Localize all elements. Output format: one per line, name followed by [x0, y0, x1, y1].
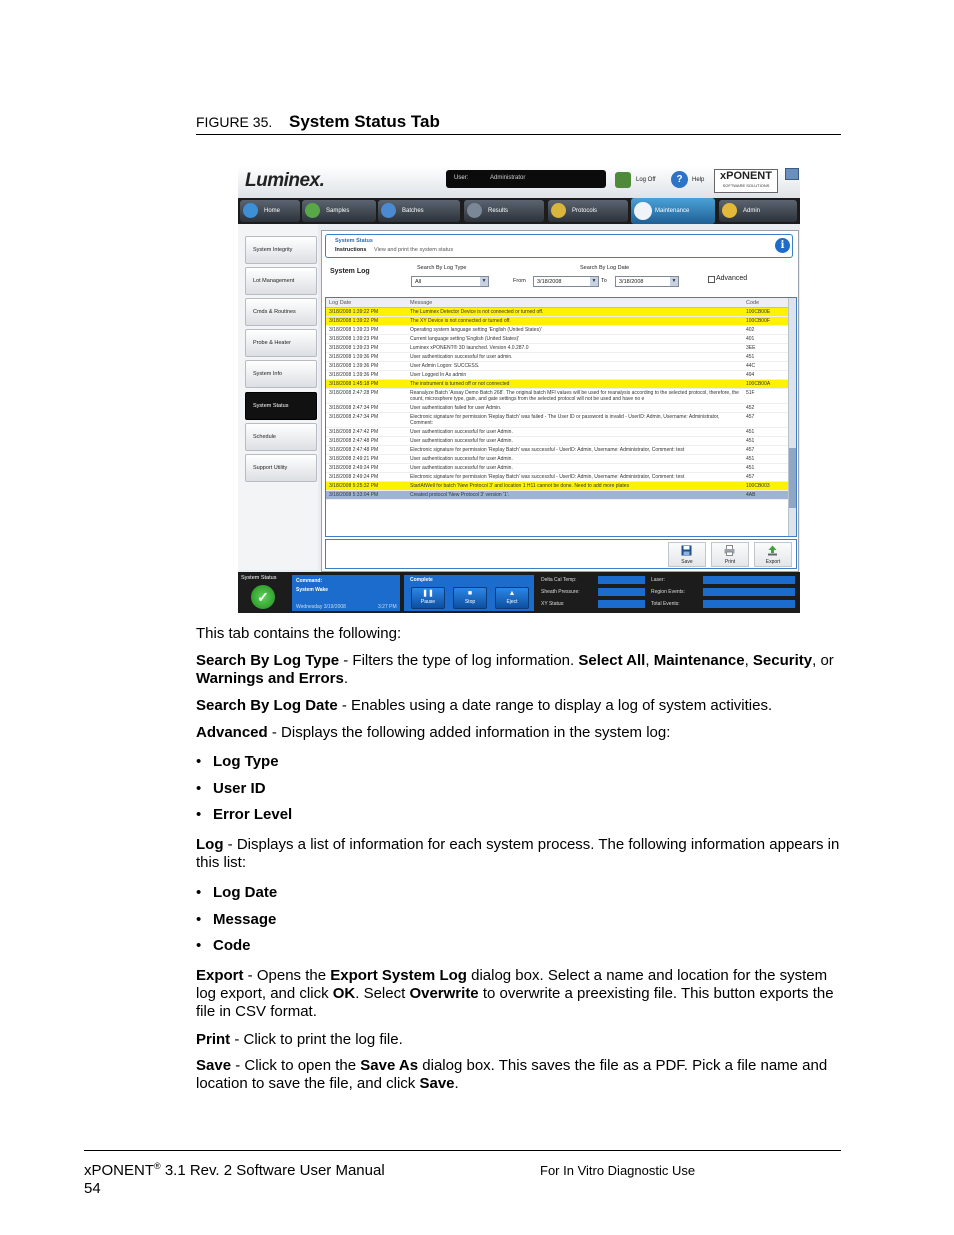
registered-mark: ® [154, 1161, 161, 1171]
sidebar-item-label: System Status [253, 403, 289, 409]
tab-batches[interactable] [378, 200, 460, 222]
results-icon [467, 203, 482, 218]
stop-button[interactable] [453, 587, 487, 609]
footer-divider [84, 1150, 841, 1151]
log-date-cell: 3/18/2008 2:47:42 PM [329, 429, 379, 435]
message-cell: User authentication successful for user Admin. [410, 429, 513, 435]
message-cell: User Admin Logon: SUCCESS. [410, 363, 480, 369]
table-row[interactable] [326, 362, 788, 371]
message-cell: The instrument is turned off or not connected [410, 381, 510, 387]
log-date-cell: 3/18/2008 2:49:24 PM [329, 465, 379, 471]
table-row[interactable] [326, 389, 788, 404]
message-cell: Reanalyze Batch 'Assay Demo Batch 268'. The original batch MFI values will be used for reanalysis according to the selected protocol, therefore, the count, microsphere type, gain, and gate settings from the selected protocol will not be used and have no e [410, 390, 739, 402]
instructions-label: Instructions [335, 247, 367, 253]
message-cell: Operating system language setting 'English (United States)' [410, 327, 542, 333]
reading-label: Total Events: [651, 601, 680, 607]
table-row[interactable] [326, 491, 788, 500]
table-row[interactable] [326, 308, 788, 317]
eject-button[interactable] [495, 587, 529, 609]
code-cell: 402 [746, 327, 755, 333]
text: - Opens the [243, 967, 331, 984]
table-row[interactable] [326, 404, 788, 413]
tab-protocols[interactable] [548, 200, 628, 222]
instructions-text: View and print the system status [374, 247, 454, 253]
table-row[interactable] [326, 464, 788, 473]
save-label: Save [681, 559, 693, 565]
sidebar-item-label: System Integrity [253, 247, 293, 253]
message-cell: User authentication successful for user Admin. [410, 465, 513, 471]
text: . [343, 670, 348, 687]
table-row[interactable] [326, 317, 788, 326]
log-date-label: Search By Log Date [580, 265, 630, 271]
sidebar-item-system-integrity[interactable] [245, 236, 317, 264]
help-button[interactable]: Help [692, 177, 705, 183]
code-cell: 451 [746, 429, 755, 435]
log-date-cell: 3/18/2008 1:39:23 PM [329, 345, 379, 351]
table-row[interactable] [326, 482, 788, 491]
log-date-cell: 3/18/2008 2:49:21 PM [329, 456, 379, 462]
code-cell: 451 [746, 438, 755, 444]
column-header-log-date[interactable]: Log Date [329, 300, 352, 306]
code-cell: 100CB003 [746, 483, 770, 489]
stop-label: Stop [464, 599, 476, 605]
list-item-text: Log Type [213, 753, 279, 770]
status-date: Wednesday 3/19/2008 [296, 604, 346, 610]
text: to overwrite a preexisting file. This button exports the file in CSV format. [196, 985, 834, 1020]
log-date-cell: 3/18/2008 1:39:22 PM [329, 318, 379, 324]
command-value: System Wake [296, 587, 329, 593]
print-label: Print [724, 559, 736, 565]
export-button[interactable] [754, 542, 792, 567]
log-table [325, 297, 797, 537]
log-table-header [326, 298, 788, 308]
table-row[interactable] [326, 446, 788, 455]
reading-value-bar [703, 600, 795, 608]
print-description [196, 1031, 841, 1049]
advanced-description [196, 724, 841, 742]
sidebar-item-label: Probe & Heater [253, 340, 291, 346]
status-ok-icon[interactable]: ✓ [251, 585, 275, 609]
log-date-cell: 3/18/2008 1:39:22 PM [329, 309, 379, 315]
code-cell: 4AB [746, 492, 756, 498]
code-cell: 100CB00F [746, 318, 770, 324]
tab-label: Maintenance [655, 208, 690, 214]
from-date-picker[interactable] [533, 276, 599, 287]
intro-text: This tab contains the following: [196, 625, 402, 642]
log-type-select[interactable] [411, 276, 489, 287]
term: Advanced [196, 724, 268, 741]
admin-icon [722, 203, 737, 218]
message-cell: StartAtWell for batch 'New Protocol 3' and location 1 H11 cannot be done. Need to add more plates [410, 483, 630, 489]
reading-label: Delta Cal Temp: [541, 577, 577, 583]
log-date-cell: 3/18/2008 2:47:34 PM [329, 405, 379, 411]
search-by-log-date-description [196, 697, 841, 715]
list-item: • User ID [196, 780, 266, 797]
to-label: To [601, 278, 607, 284]
sidebar-item-lot-management[interactable] [245, 267, 317, 295]
list-item-text: User ID [213, 780, 266, 797]
page-number: 54 [84, 1180, 101, 1197]
progress-panel [404, 575, 534, 611]
message-cell: User authentication successful for user Admin. [410, 456, 513, 462]
advanced-checkbox[interactable] [708, 276, 715, 283]
eject-icon: ▲ [508, 590, 516, 597]
sidebar-item-system-info[interactable] [245, 360, 317, 388]
log-date-cell: 3/18/2008 1:39:23 PM [329, 327, 379, 333]
text: xPONENT [84, 1162, 155, 1179]
list-item: • Error Level [196, 806, 293, 823]
chevron-down-icon: ▼ [591, 278, 597, 284]
scroll-thumb[interactable] [789, 448, 796, 508]
list-item-text: Error Level [213, 806, 293, 823]
text: - Enables using a date range to display a log of system activities. [337, 697, 773, 714]
text: 3.1 Rev. 2 Software User Manual [160, 1162, 385, 1179]
save-description [196, 1057, 841, 1093]
sidebar-item-cmds-routines[interactable] [245, 298, 317, 326]
print-icon [724, 545, 735, 556]
term: Print [196, 1031, 231, 1048]
log-date-cell: 3/18/2008 5:25:32 PM [329, 483, 379, 489]
term: Search By Log Type [196, 652, 340, 669]
tab-label: Home [264, 208, 281, 214]
sidebar-item-support-utility[interactable] [245, 454, 317, 482]
table-row[interactable] [326, 413, 788, 428]
table-row[interactable] [326, 380, 788, 389]
tab-maintenance[interactable] [631, 198, 715, 224]
term: Log [196, 836, 224, 853]
code-cell: 457 [746, 447, 755, 453]
text: , [744, 652, 753, 669]
term: Save [196, 1057, 232, 1074]
code-cell: 494 [746, 372, 755, 378]
sidebar-item-probe-heater[interactable] [245, 329, 317, 357]
code-cell: 451 [746, 456, 755, 462]
text: . [454, 1075, 459, 1092]
log-date-cell: 3/18/2008 2:49:24 PM [329, 474, 379, 480]
text: - Displays a list of information for each system process. The following information appears in this list: [196, 836, 840, 871]
xponent-logo-word: xPONENT [720, 170, 772, 182]
home-icon [243, 203, 258, 218]
message-cell: User authentication successful for user Admin. [410, 438, 513, 444]
term: Maintenance [653, 652, 745, 669]
message-cell: Created protocol 'New Protocol 3' version '1'. [410, 492, 510, 498]
text: - Filters the type of log information. [339, 652, 579, 669]
list-item-text: Log Date [213, 884, 278, 901]
reading-value-bar [703, 588, 795, 596]
figure-caption [196, 112, 841, 135]
code-cell: 51F [746, 390, 755, 396]
tab-label: Protocols [572, 208, 598, 214]
sidebar-item-label: Cmds & Routines [253, 309, 296, 315]
term: Save [419, 1075, 455, 1092]
log-date-cell: 3/18/2008 2:47:28 PM [329, 390, 379, 396]
term: Export [196, 967, 244, 984]
text: dialog box. This saves the file as a PDF. Pick a file name and location to save the file, and click [196, 1057, 828, 1092]
tab-label: Batches [402, 208, 424, 214]
list-item: • Code [196, 937, 251, 954]
term: OK [332, 985, 356, 1002]
list-item-text: Code [213, 937, 251, 954]
reading-value-bar [703, 576, 795, 584]
code-cell: 44C [746, 363, 756, 369]
log-date-cell: 3/18/2008 2:47:48 PM [329, 447, 379, 453]
term: Overwrite [409, 985, 479, 1002]
protocols-icon [551, 203, 566, 218]
code-cell: 457 [746, 474, 755, 480]
batches-icon [381, 203, 396, 218]
code-cell: 451 [746, 354, 755, 360]
tab-label: Admin [743, 208, 761, 214]
log-date-cell: 3/18/2008 2:47:48 PM [329, 438, 379, 444]
tab-results[interactable] [464, 200, 544, 222]
message-cell: Current language setting 'English (United States)' [410, 336, 520, 342]
table-row[interactable] [326, 335, 788, 344]
log-date-cell: 3/18/2008 2:47:34 PM [329, 414, 379, 420]
code-cell: 3EE [746, 345, 756, 351]
figure-label: FIGURE 35. [196, 114, 273, 130]
command-panel [292, 575, 400, 611]
help-icon[interactable]: ? [671, 171, 688, 188]
maintenance-icon [634, 202, 652, 220]
table-row[interactable] [326, 437, 788, 446]
figure-title: System Status Tab [289, 112, 440, 131]
pause-icon: ❚❚ [422, 590, 434, 597]
app-screenshot [238, 166, 800, 613]
text: - Displays the following added information in the system log: [267, 724, 671, 741]
log-date-cell: 3/18/2008 1:45:18 PM [329, 381, 379, 387]
reading-value-bar [598, 600, 645, 608]
code-cell: 401 [746, 336, 755, 342]
maintenance-sidebar [238, 224, 318, 570]
term: Search By Log Date [196, 697, 338, 714]
info-icon[interactable]: i [775, 238, 790, 253]
term: Warnings and Errors [196, 670, 344, 687]
log-rows [326, 308, 788, 500]
log-date-cell: 3/18/2008 1:39:23 PM [329, 336, 379, 342]
chevron-down-icon: ▼ [481, 278, 487, 284]
chevron-down-icon: ▼ [671, 278, 677, 284]
xponent-logo-subtitle: SOFTWARE SOLUTIONS [722, 183, 770, 188]
app-top-bar [238, 166, 800, 198]
tab-home[interactable] [240, 200, 300, 222]
eject-label: Eject [506, 599, 518, 605]
main-nav [238, 198, 800, 224]
print-button[interactable] [711, 542, 749, 567]
export-label: Export [765, 559, 781, 565]
reading-label: Region Events: [651, 589, 685, 595]
text: , or [812, 652, 834, 669]
save-button[interactable] [668, 542, 706, 567]
table-row[interactable] [326, 473, 788, 482]
column-header-message[interactable]: Message [410, 300, 433, 306]
system-status-panel [321, 230, 799, 572]
list-item: • Log Type [196, 753, 279, 770]
to-date-picker[interactable] [615, 276, 679, 287]
log-off-button[interactable]: Log Off [636, 177, 656, 183]
reading-label: Sheath Pressure: [541, 589, 580, 595]
sidebar-item-label: Support Utility [253, 465, 288, 471]
sidebar-item-label: Lot Management [253, 278, 295, 284]
xponent-logo [714, 169, 778, 193]
list-item-text: Message [213, 911, 277, 928]
message-cell: User Logged In As admin [410, 372, 467, 378]
log-type-label: Search By Log Type [417, 265, 467, 271]
complete-label: Complete [410, 577, 433, 583]
code-cell: 451 [746, 465, 755, 471]
code-cell: 457 [746, 414, 755, 420]
text: , [645, 652, 654, 669]
column-header-code[interactable]: Code [746, 300, 760, 306]
panel-title: System Status [335, 238, 373, 244]
search-by-log-type-description [196, 652, 841, 688]
code-cell: 100CB00E [746, 309, 771, 315]
code-cell: 452 [746, 405, 755, 411]
instructions-box [325, 234, 793, 258]
text: - Click to open the [231, 1057, 361, 1074]
term: Save As [360, 1057, 419, 1074]
reading-value-bar [598, 576, 645, 584]
term: Security [752, 652, 813, 669]
reading-label: Laser: [651, 577, 665, 583]
sidebar-item-schedule[interactable] [245, 423, 317, 451]
log-date-cell: 3/18/2008 1:39:36 PM [329, 363, 379, 369]
footer-ivd-notice: For In Vitro Diagnostic Use [540, 1163, 696, 1178]
message-cell: User authentication successful for user admin. [410, 354, 513, 360]
message-cell: Electronic signature for permission 'Replay Batch' was successful - UserID: Admin, Username: Administrator, Comment: test [410, 474, 685, 480]
from-date-value: 3/18/2008 [537, 279, 562, 285]
tab-label: Results [488, 208, 509, 214]
table-row[interactable] [326, 428, 788, 437]
log-off-icon[interactable] [615, 172, 631, 188]
list-item: • Log Date [196, 884, 278, 901]
footer-manual-title [84, 1161, 385, 1179]
message-cell: The XY Device is not connected or turned off. [410, 318, 511, 324]
sidebar-item-label: System Info [253, 371, 283, 377]
command-label: Command: [296, 578, 323, 584]
log-description [196, 836, 841, 872]
pause-button[interactable] [411, 587, 445, 609]
log-scrollbar[interactable] [788, 298, 796, 536]
user-field[interactable] [446, 170, 606, 188]
message-cell: Electronic signature for permission 'Replay Batch' was failed - The User ID or password is invalid - UserID: Admin, Username: Administrator, Comment: [410, 414, 720, 426]
tab-label: Samples [326, 208, 350, 214]
samples-icon [305, 203, 320, 218]
log-date-cell: 3/18/2008 5:33:04 PM [329, 492, 379, 498]
text: . Select [355, 985, 410, 1002]
table-row[interactable] [326, 455, 788, 464]
code-cell: 100CB00A [746, 381, 771, 387]
status-bar [238, 572, 800, 613]
system-status-label: System Status [241, 575, 277, 581]
sidebar-item-label: Schedule [253, 434, 276, 440]
export-icon [767, 545, 778, 556]
term: Export System Log [330, 967, 467, 984]
table-row[interactable] [326, 353, 788, 362]
sidebar-item-system-status[interactable] [245, 392, 317, 420]
user-label: User: [454, 175, 469, 181]
luminex-logo: Luminex. [245, 170, 325, 191]
term: Select All [578, 652, 646, 669]
log-date-cell: 3/18/2008 1:39:36 PM [329, 354, 379, 360]
instrument-readings [538, 575, 798, 611]
message-cell: Luminex xPONENT® 3D launched. Version 4.0.287.0 [410, 345, 529, 351]
pause-label: Pause [420, 599, 436, 605]
log-action-bar [325, 539, 797, 569]
log-date-cell: 3/18/2008 1:39:36 PM [329, 372, 379, 378]
message-cell: The Luminex Detector Device is not connected or turned off. [410, 309, 544, 315]
user-value: Administrator [490, 175, 526, 181]
window-control-icon[interactable] [785, 168, 799, 180]
text: - Click to print the log file. [230, 1031, 403, 1048]
status-time: 3:27 PM [378, 604, 397, 610]
list-item: • Message [196, 911, 277, 928]
save-icon [681, 545, 692, 556]
tab-admin[interactable] [719, 200, 797, 222]
table-row[interactable] [326, 371, 788, 380]
tab-samples[interactable] [302, 200, 376, 222]
to-date-value: 3/18/2008 [619, 279, 644, 285]
stop-icon: ■ [467, 590, 473, 597]
reading-value-bar [598, 588, 645, 596]
from-label: From [513, 278, 526, 284]
log-type-value: All [415, 279, 422, 285]
table-row[interactable] [326, 326, 788, 335]
export-description [196, 967, 841, 1021]
advanced-label: Advanced [716, 275, 748, 282]
message-cell: Electronic signature for permission 'Replay Batch' was successful - UserID: Admin, Username: Administrator, Comment: test [410, 447, 685, 453]
reading-label: XY Status: [541, 601, 565, 607]
system-log-title: System Log [330, 268, 370, 275]
table-row[interactable] [326, 344, 788, 353]
message-cell: User authentication failed for user Admin. [410, 405, 502, 411]
text: dialog box. Select a name and location for the system log export, and click [196, 967, 828, 1002]
